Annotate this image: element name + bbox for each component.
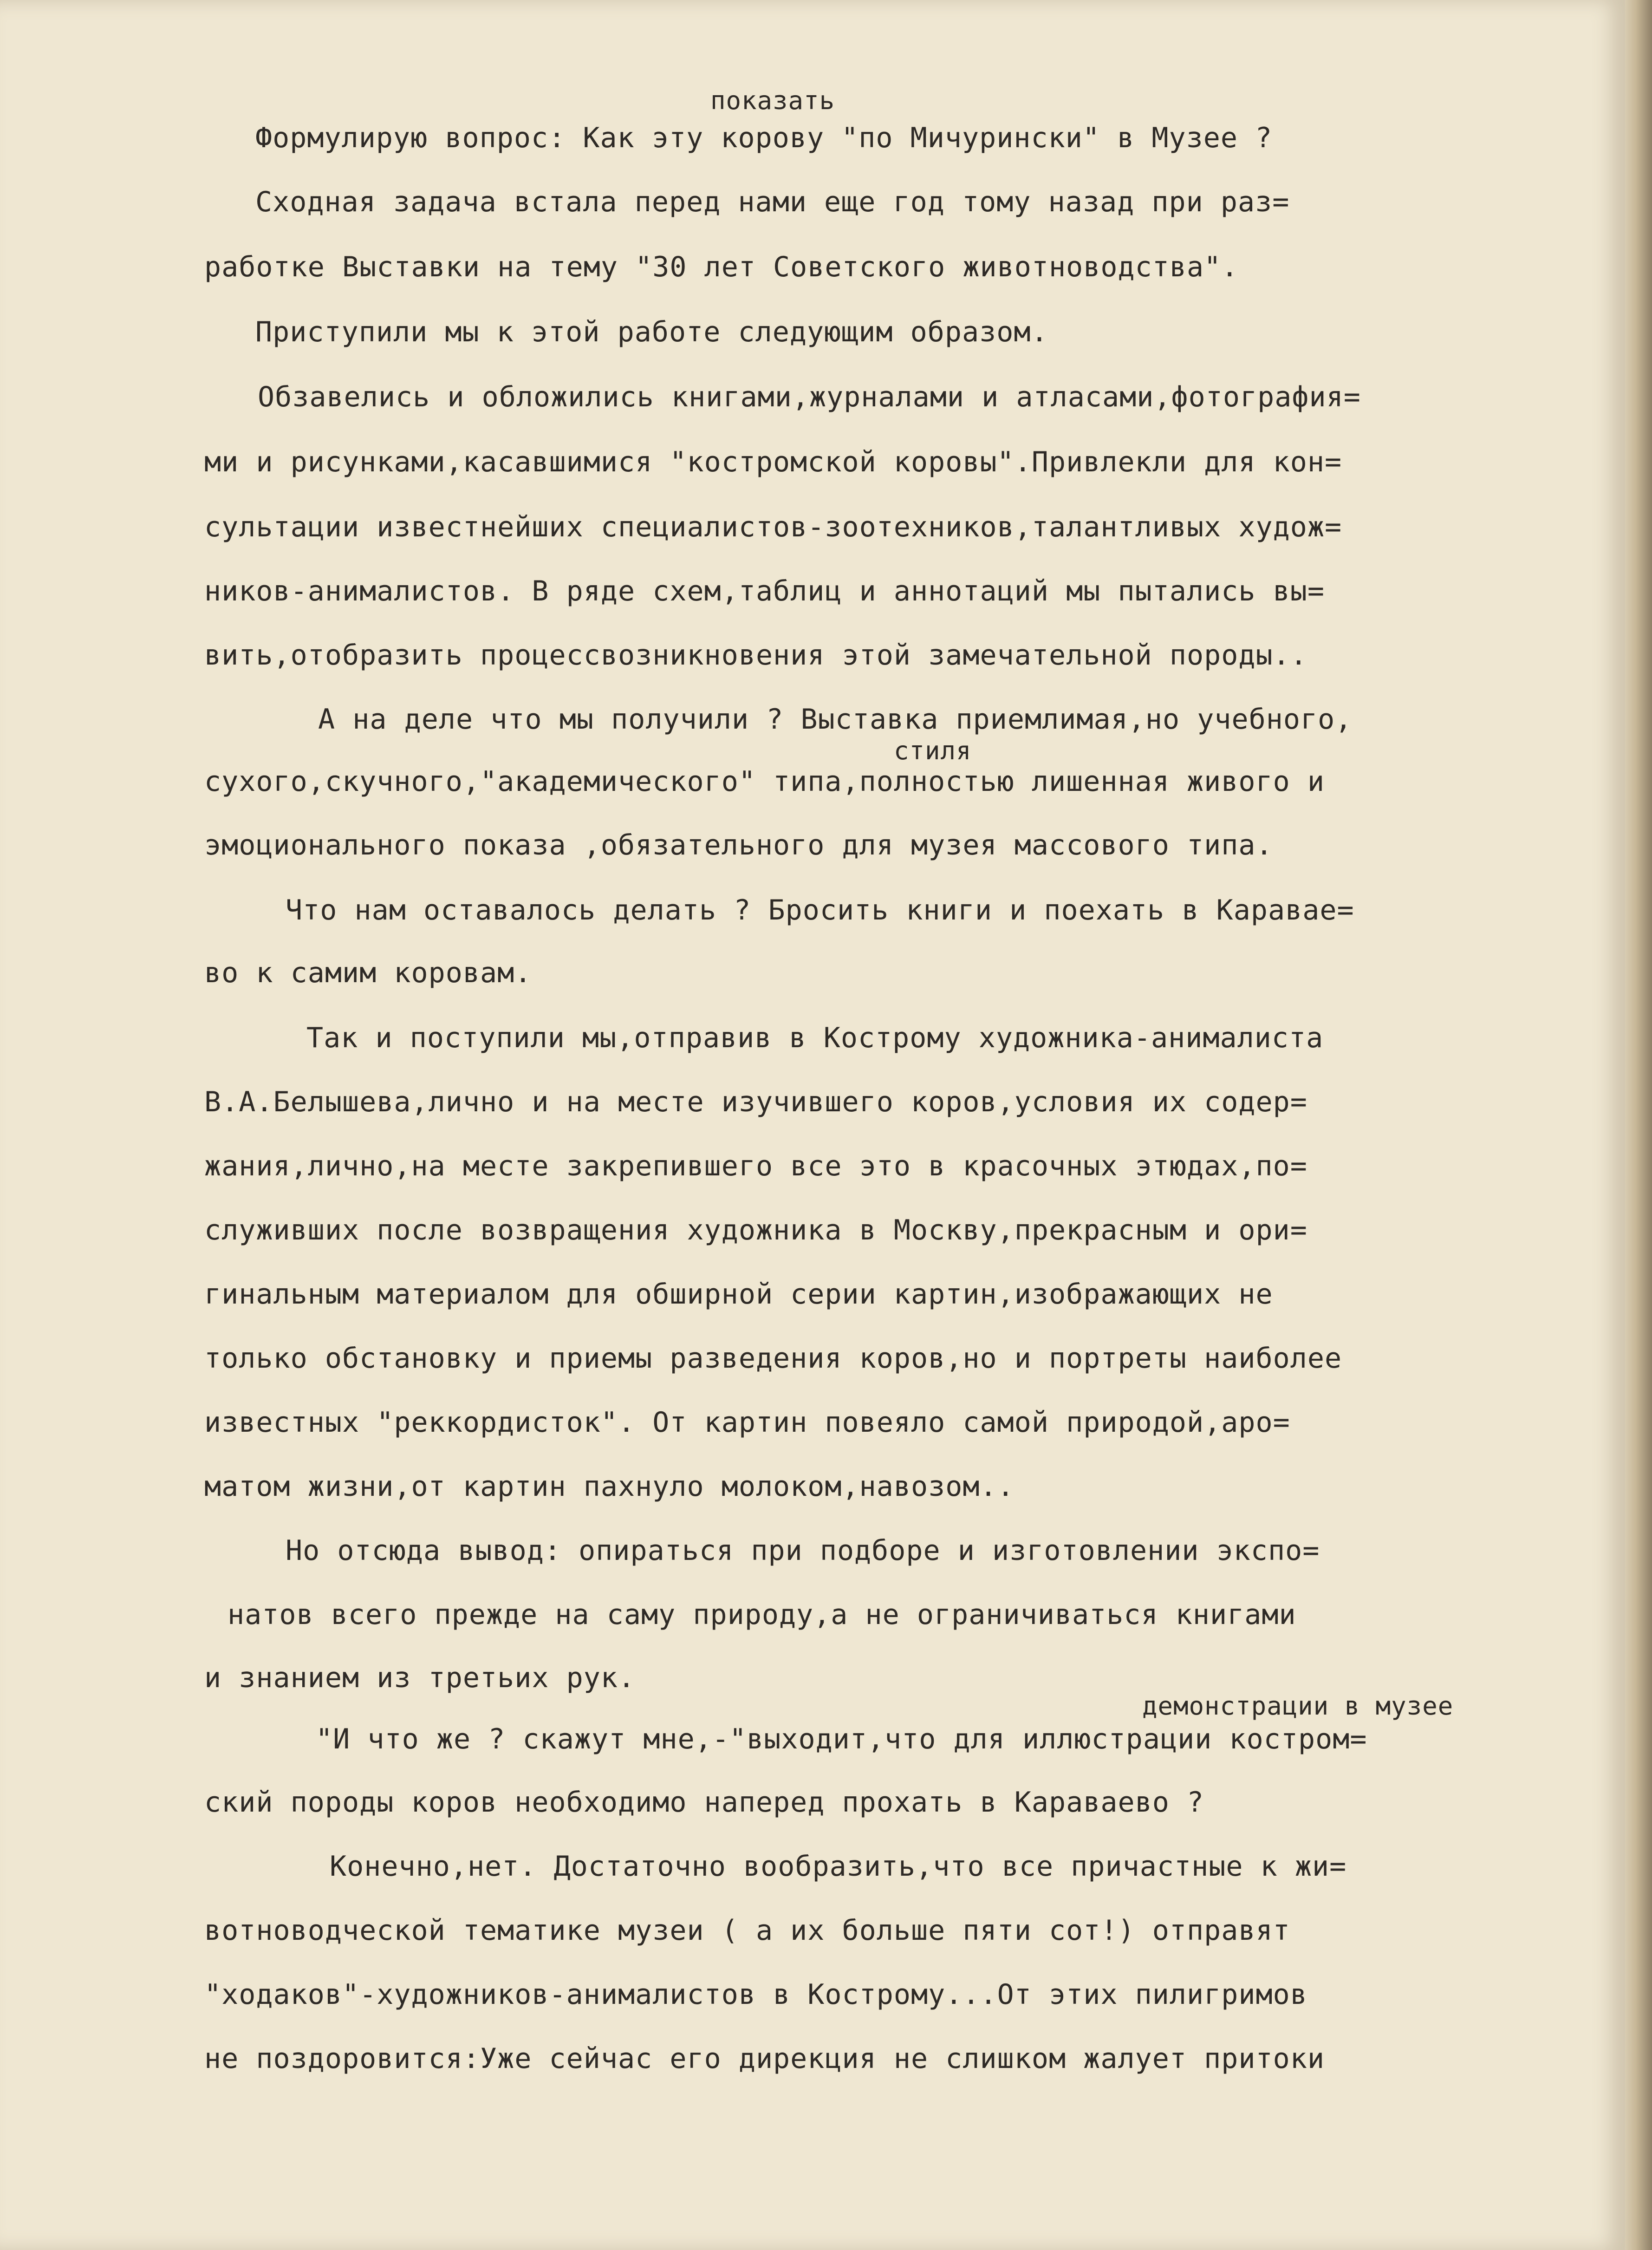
text-line-17: жания,лично,на месте закрепившего все это в красочных этюдах,по= <box>204 1150 1307 1182</box>
text-line-1: Формулирую вопрос: Как эту корову "по Мичурински" в Музее ? <box>255 122 1273 154</box>
text-line-11: сухого,скучного,"академического" типа,полностью лишенная живого и <box>204 765 1325 798</box>
text-line-12: эмоционального показа ,обязательного для музея массового типа. <box>204 829 1273 861</box>
text-line-31: не поздоровится:Уже сейчас его дирекция не слишком жалует притоки <box>204 2042 1325 2075</box>
inserted-word-demo: демонстрации в музее <box>1142 1691 1454 1721</box>
inserted-word-show: показать <box>710 86 835 115</box>
text-line-29: вотноводческой тематике музеи ( а их больше пяти сот!) отправят <box>204 1914 1290 1947</box>
text-line-24: натов всего прежде на саму природу,а не ограничиваться книгами <box>228 1598 1296 1631</box>
text-line-20: только обстановку и приемы разведения коров,но и портреты наиболее <box>204 1342 1342 1375</box>
text-line-18: служивших после возвращения художника в Москву,прекрасным и ори= <box>204 1214 1307 1246</box>
text-line-10: А на деле что мы получили ? Выставка приемлимая,но учебного, <box>318 703 1353 736</box>
text-line-16: В.А.Белышева,лично и на месте изучившего коров,условия их содер= <box>204 1086 1307 1118</box>
text-line-23: Но отсюда вывод: опираться при подборе и изготовлении экспо= <box>286 1534 1320 1567</box>
text-line-26: "И что же ? скажут мне,-"выходит,что для иллюстрации костром= <box>316 1723 1367 1755</box>
inserted-word-style: стиля <box>894 736 972 765</box>
text-line-7: сультации известнейших специалистов-зоотехников,талантливых худож= <box>204 511 1342 543</box>
text-line-2: Сходная задача встала перед нами еще год тому назад при раз= <box>255 186 1290 218</box>
text-line-30: "ходаков"-художников-анималистов в Кострому...От этих пилигримов <box>204 1978 1307 2011</box>
paper-edge <box>1625 0 1652 2250</box>
text-line-8: ников-анималистов. В ряде схем,таблиц и аннотаций мы пытались вы= <box>204 575 1325 607</box>
text-line-21: известных "реккордисток". От картин повеяло самой природой,аро= <box>204 1406 1290 1439</box>
text-line-3: работке Выставки на тему "30 лет Советского животноводства". <box>204 251 1239 283</box>
text-line-28: Конечно,нет. Достаточно вообразить,что все причастные к жи= <box>330 1850 1347 1883</box>
text-line-25: и знанием из третьих рук. <box>204 1662 636 1694</box>
text-line-15: Так и поступили мы,отправив в Кострому художника-анималиста <box>306 1022 1324 1054</box>
text-line-13: Что нам оставалось делать ? Бросить книги и поехать в Караваe= <box>286 894 1354 926</box>
text-line-9: вить,отобразить процессвозникновения этой замечательной породы.. <box>204 639 1307 672</box>
text-line-6: ми и рисунками,касавшимися "костромской коровы".Привлекли для кон= <box>204 446 1342 478</box>
text-line-22: матом жизни,от картин пахнуло молоком,навозом.. <box>204 1470 1015 1503</box>
text-line-27: ский породы коров необходимо наперед прохать в Караваево ? <box>204 1786 1204 1819</box>
text-line-14: во к самим коровам. <box>204 957 532 989</box>
text-line-19: гинальным материалом для обширной серии картин,изображающих не <box>204 1278 1273 1311</box>
text-line-4: Приступили мы к этой работе следующим образом. <box>255 316 1048 348</box>
text-line-5: Обзавелись и обложились книгами,журналами и атласами,фотография= <box>258 381 1361 413</box>
